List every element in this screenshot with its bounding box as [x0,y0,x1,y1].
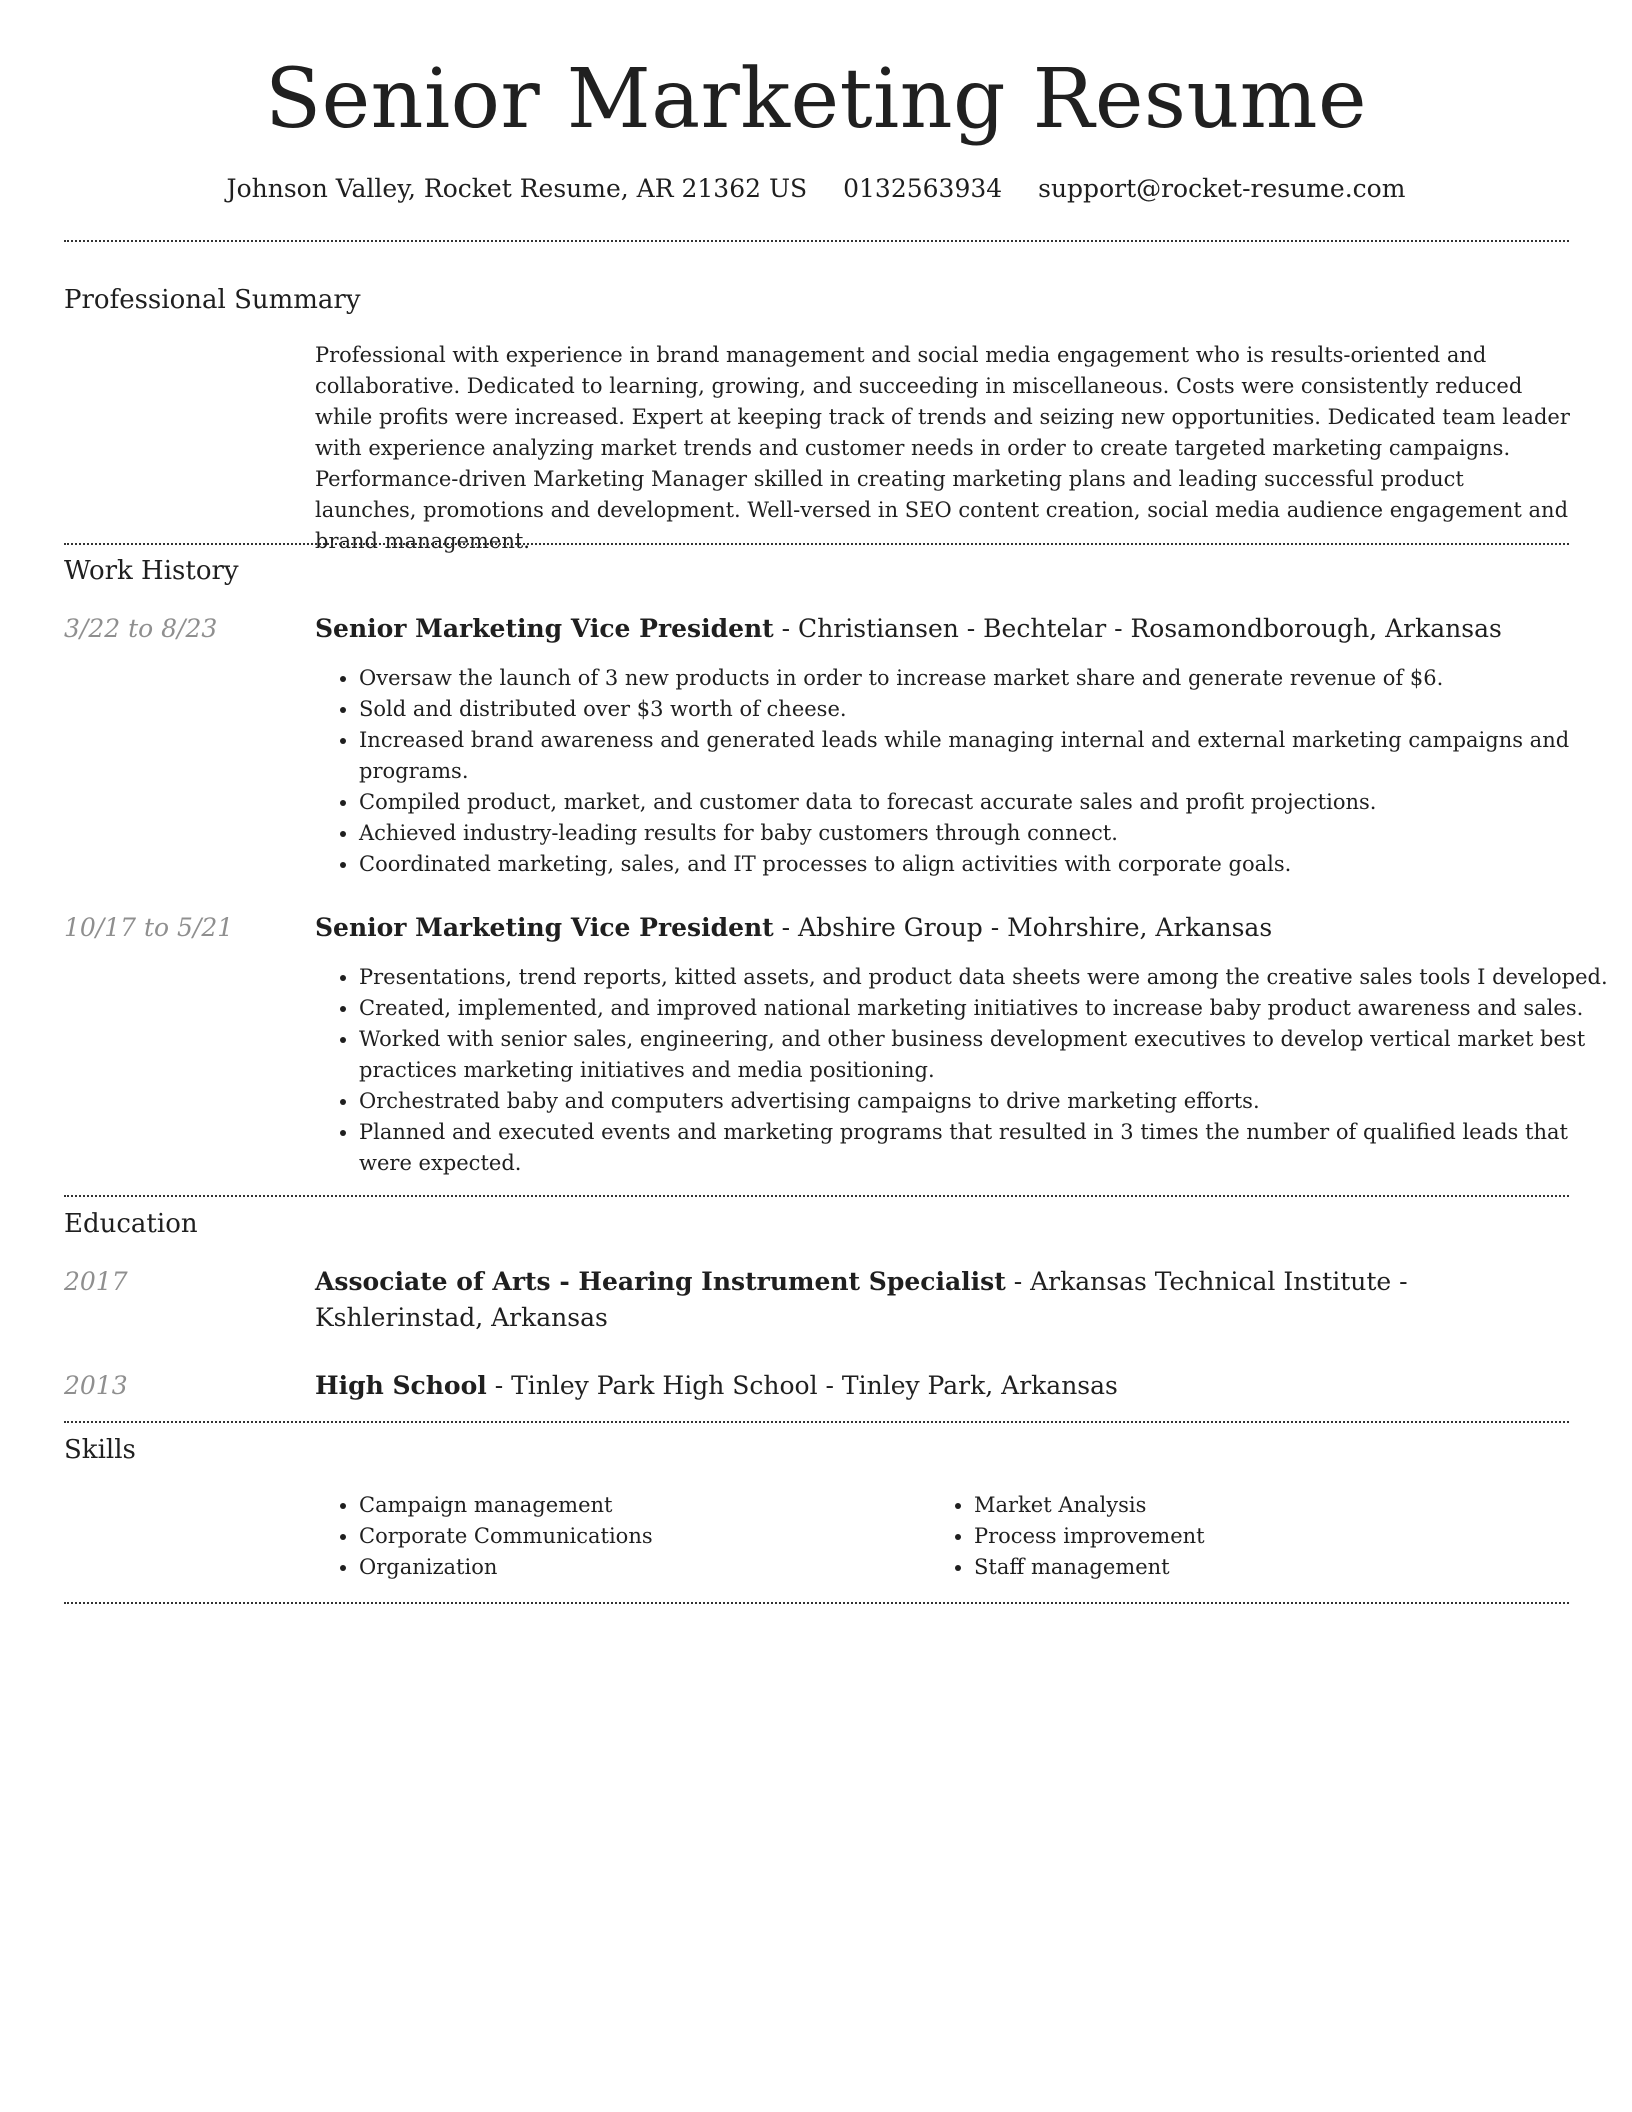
job-bullet-list [315,962,1614,1179]
skills-list-left [315,1490,919,1583]
job-dates: 3/22 to 8/23 [64,614,218,643]
job-bullet: • Oversaw the launch of 3 new products in order to increase market share and generate revenue of $6. [359,663,1614,694]
job-title: Senior Marketing Vice President [315,913,774,942]
job-bullet: • Coordinated marketing, sales, and IT processes to align activities with corporate goals. [359,849,1614,880]
resume-title: Senior Marketing Resume [264,52,1368,147]
education-details: - Tinley Park High School - Tinley Park, Arkansas [486,1371,1118,1400]
job-bullet: • Compiled product, market, and customer data to forecast accurate sales and profit projections. [359,787,1614,818]
skill-item: • Process improvement [974,1521,1574,1552]
contact-line [0,172,1632,206]
skill-item: • Corporate Communications [359,1521,919,1552]
job-bullet-list [315,663,1614,880]
job-title: Senior Marketing Vice President [315,614,774,643]
summary-text: Professional with experience in brand management and social media engagement who is results-oriented and collaborative. Dedicated to learning, growing, and succeeding in miscellaneous. Costs were consistently reduced while profits were increased. Expert at keeping track of trends and seizing new opportunities. Dedicated team leader with experience analyzing market trends and customer needs in order to create targeted marketing campaigns. Performance-driven Marketing Manager skilled in creating marketing plans and leading successful product launches, promotions and development. Well-versed in SEO content creation, social media audience engagement and brand management. [315,343,1570,553]
education-details: - Arkansas Technical Institute - Kshlerinstad, Arkansas [315,1267,1408,1332]
contact-phone: 0132563934 [843,174,1003,203]
job-details: - Abshire Group - Mohrshire, Arkansas [773,913,1273,942]
education-entry [315,1368,1570,1404]
job-bullet: • Sold and distributed over $3 worth of cheese. [359,694,1614,725]
section-title-education: Education [64,1209,198,1239]
job-bullet: • Orchestrated baby and computers advertising campaigns to drive marketing efforts. [359,1086,1614,1117]
job-dates: 10/17 to 5/21 [64,913,234,942]
job-bullet: • Achieved industry-leading results for baby customers through connect. [359,818,1614,849]
education-degree: Associate of Arts - Hearing Instrument Specialist [315,1267,1006,1296]
divider [64,1602,1569,1604]
divider [64,1421,1569,1423]
education-degree: High School [315,1371,487,1400]
section-title-summary: Professional Summary [64,285,361,315]
divider [64,543,1569,545]
job-details: - Christiansen - Bechtelar - Rosamondborough, Arkansas [773,614,1502,643]
skill-item: • Staff management [974,1552,1574,1583]
contact-address: Johnson Valley, Rocket Resume, AR 21362 US [226,174,808,203]
skills-list-right [930,1490,1574,1583]
skill-item: • Organization [359,1552,919,1583]
skill-item: • Campaign management [359,1490,919,1521]
education-year: 2013 [64,1371,128,1400]
education-year: 2017 [64,1267,128,1296]
job-title-line [315,611,1570,647]
skill-item: • Market Analysis [974,1490,1574,1521]
section-title-work-history: Work History [64,556,239,586]
job-bullet: • Increased brand awareness and generated leads while managing internal and external marketing campaigns and programs. [359,725,1614,787]
section-title-skills: Skills [64,1435,136,1465]
job-bullet: • Planned and executed events and marketing programs that resulted in 3 times the number of qualified leads that were expected. [359,1117,1614,1179]
job-title-line [315,910,1570,946]
contact-email[interactable]: support@rocket-resume.com [1038,174,1406,203]
job-bullet: • Presentations, trend reports, kitted assets, and product data sheets were among the creative sales tools I developed. [359,962,1614,993]
divider [64,240,1569,242]
divider [64,1195,1569,1197]
education-entry [315,1264,1570,1336]
job-bullet: • Worked with senior sales, engineering, and other business development executives to develop vertical market best practices marketing initiatives and media positioning. [359,1024,1614,1086]
job-bullet: • Created, implemented, and improved national marketing initiatives to increase baby product awareness and sales. [359,993,1614,1024]
